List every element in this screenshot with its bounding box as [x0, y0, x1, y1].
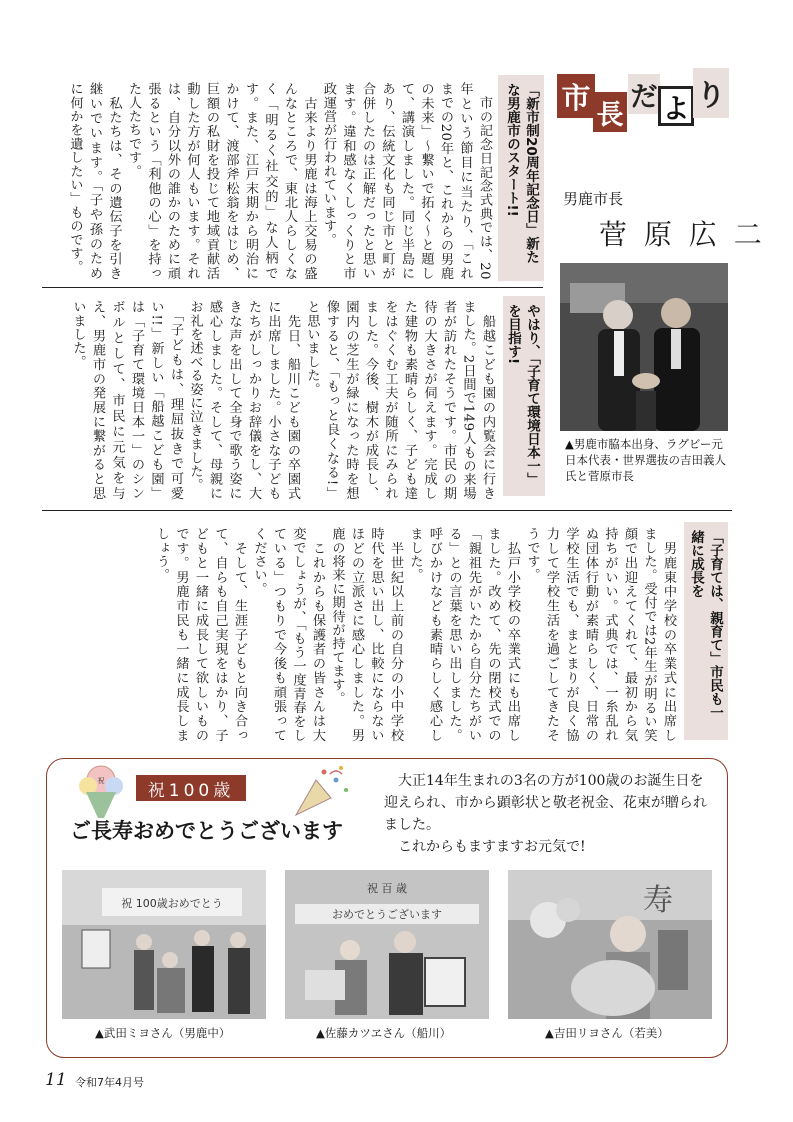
section-2-heading: やはり、「子育て環境日本一」を目指す! [503, 296, 545, 496]
section-1-heading: 「新市制20周年記念日」新たな男鹿市のスタート!! [498, 75, 544, 281]
birthday-photo-2 [285, 870, 489, 1019]
title-char-1: 市 [557, 74, 595, 118]
section-3-body: 男鹿東中学校の卒業式に出席しました。受付では2年生が明るい笑顔で出迎えてくれて、最初から気持ちがいい。式典では、一糸乱れぬ団体行動が素晴らしく、日常の学校生活でも、まとまりが良く協力して学校生活を過ごしてきたそうです。 払戸小学校の卒業式にも出席しました。改めて、先の閉校式での「親祖先がいたから自分たちがいる」との言葉を思い出しました。呼びかけなども素晴らしく感心しました。 半世紀以上前の自分の小中学校時代を思い出し、比較にならないほどの立派さに感心しました。男鹿の将来に期待が持てます。 これからも保護者の皆さんは大変でしょうが、「もう一度青春をしている」つもりで今後も頑張ってください。 そして、生涯子どもと向き合って、自らも自己実現をはかり、子どもと一緒に成長して欲しいものです。男鹿市民も一緒に成長しましょう。 [154, 527, 676, 742]
photo-1-banner: 祝 100歳おめでとう [121, 897, 223, 910]
mayor-name: 菅 原 広 二 [599, 218, 766, 251]
issue-label: 令和7年4月号 [75, 1076, 144, 1089]
title-char-3: だ [628, 74, 660, 114]
mayor-role: 男鹿市長 [563, 190, 624, 208]
birthday-photo-1-caption: ▲武田ミヨさん（男鹿中） [95, 1026, 231, 1040]
birthday-body-text: 大正14年生まれの3名の方が100歳のお誕生日を迎えられ、市から顕彰状と敬老祝金、花束が贈られました。 [384, 773, 707, 833]
bouquet-icon [66, 760, 136, 820]
section-1-body: 市の記念日記念式典では、20年という節目に当たり、「これまでの20年と、これからの男鹿の未来」～繋いで拓く～と題して、講演しました。同じ半島にあり、伝統文化も同じ市と町が合併したのは正解だったと思います。違和感なくしっくりと市政運営が行われています。 古来より男鹿は海上交易の盛んなところで、東北人らしくなく「明るく社交的」な人柄です。また、江戸末期から明治にかけて、渡部斧松翁をはじめ、巨額の私財を投じて地域貢献活動した方が何人もいます。それは、自分以外の誰かのために頑張るという「利他の心」を持った人たちです。 私たちは、その遺伝子を引き継いでいます。「子や孫のために何かを遺したい」ものです。 [67, 82, 492, 280]
section-3-heading: 「子育ては、親育て」市民も一緒に成長を [684, 522, 728, 740]
mayor-photo [560, 263, 728, 431]
title-char-2: 長 [593, 92, 627, 132]
photo-3-banner: 寿 [643, 883, 673, 918]
divider-1 [42, 287, 543, 288]
birthday-body-closing: これからもますますお元気で! [398, 839, 586, 855]
party-popper-icon [286, 760, 356, 820]
mayor-handshake-image [560, 263, 728, 431]
birthday-photo-3 [508, 870, 712, 1019]
photo-2-banner-top: 祝 百 歳 [367, 882, 407, 895]
birthday-greeting: ご長寿おめでとうございます [70, 819, 343, 843]
title-char-5: り [693, 68, 729, 118]
photo-2-banner: おめでとうございます [332, 908, 442, 921]
title-char-4: よ [658, 86, 694, 126]
birthday-photo-2-caption: ▲佐藤カツヱさん（船川） [316, 1026, 452, 1040]
section-2-body: 船越こども園の内覧会に行きました。2日間で149人もの来場者が訪れたそうです。市民の期待の大きさが伺えます。完成した建物も素晴らしく、子ども達をはぐくむ工夫が随所にみられました。今後、樹木が成長し、園内の芝生が緑になった時を想像すると、「もっと良くなる!」と思いました。 先日、船川こども園の卒園式に出席しました。小さな子どもたちがしっかりお辞儀をし、大きな声を出して全身で歌う姿に感心しました。そして、母親にお礼を述べる姿に泣きました。 「子どもは、理屈抜きで可愛い!!」新しい「船越こども園」は「子育て環境日本一」のシンボルとして、市民に元気を与え、男鹿市の発展に繋がると思いました。 [70, 300, 495, 500]
birthday-photo-1 [62, 870, 266, 1019]
birthday-body [384, 770, 714, 858]
mayor-photo-caption: ▲男鹿市脇本出身、ラグビー元日本代表・世界選抜の吉田義人氏と菅原市長 [565, 437, 726, 483]
page-number: 11 [45, 1070, 67, 1090]
svg-text:祝: 祝 [97, 777, 105, 785]
birthday-badge: 祝100歳 [136, 775, 246, 801]
birthday-photo-3-caption: ▲吉田リヨさん（若美） [545, 1026, 669, 1040]
divider-2 [42, 510, 732, 511]
